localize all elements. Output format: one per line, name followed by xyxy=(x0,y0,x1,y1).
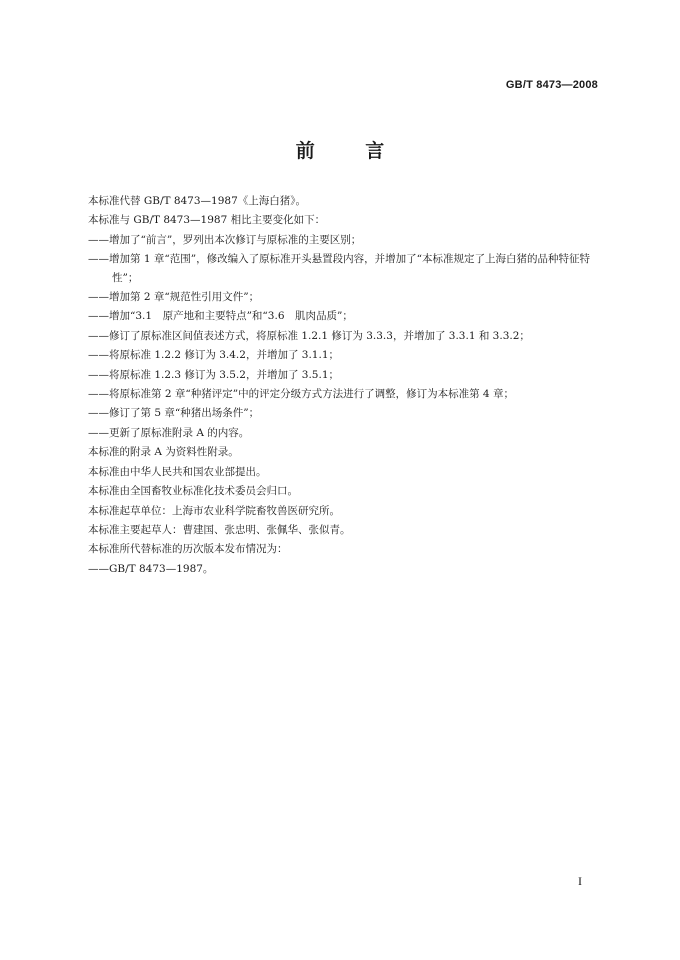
page-number: I xyxy=(578,874,582,888)
change-item: ——将原标准第 2 章“种猪评定”中的评定分级方式方法进行了调整，修订为本标准第 4 章； xyxy=(88,388,514,401)
paragraph: 本标准所代替标准的历次版本发布情况为： xyxy=(88,543,288,556)
change-item: ——将原标准 1.2.2 修订为 3.4.2，并增加了 3.1.1； xyxy=(88,349,339,362)
paragraph: 本标准由全国畜牧业标准化技术委员会归口。 xyxy=(88,485,298,498)
change-item: ——增加了“前言”，罗列出本次修订与原标准的主要区别； xyxy=(88,233,362,246)
change-item: ——增加“3.1 原产地和主要特点”和“3.6 肌肉品质”； xyxy=(88,310,353,323)
change-item: ——修订了第 5 章“种猪出场条件”； xyxy=(88,407,260,420)
page-title: 前 言 xyxy=(295,140,407,162)
foreword-body xyxy=(88,192,598,579)
paragraph: 本标准由中华人民共和国农业部提出。 xyxy=(88,465,267,478)
paragraph: 本标准起草单位：上海市农业科学院畜牧兽医研究所。 xyxy=(88,504,340,517)
paragraph: 本标准与 GB/T 8473—1987 相比主要变化如下： xyxy=(88,214,326,227)
change-item: ——增加第 1 章“范围”，修改编入了原标准开头悬置段内容，并增加了“本标准规定了上海白猪的品种特征特性”； xyxy=(88,253,590,284)
change-item: ——将原标准 1.2.3 修订为 3.5.2，并增加了 3.5.1； xyxy=(88,368,339,381)
paragraph: ——GB/T 8473—1987。 xyxy=(88,562,214,575)
paragraph: 本标准代替 GB/T 8473—1987《上海白猪》。 xyxy=(88,195,307,207)
paragraph: 本标准的附录 A 为资料性附录。 xyxy=(88,446,239,459)
change-item: ——更新了原标准附录 A 的内容。 xyxy=(88,426,250,439)
standard-code: GB/T 8473—2008 xyxy=(505,79,598,91)
change-item: ——增加第 2 章“规范性引用文件”； xyxy=(88,291,260,304)
paragraph: 本标准主要起草人：曹建国、张忠明、张佩华、张似青。 xyxy=(88,523,351,536)
change-item: ——修订了原标准区间值表述方式，将原标准 1.2.1 修订为 3.3.3，并增加了 3.3.1 和 3.3.2； xyxy=(88,329,530,342)
